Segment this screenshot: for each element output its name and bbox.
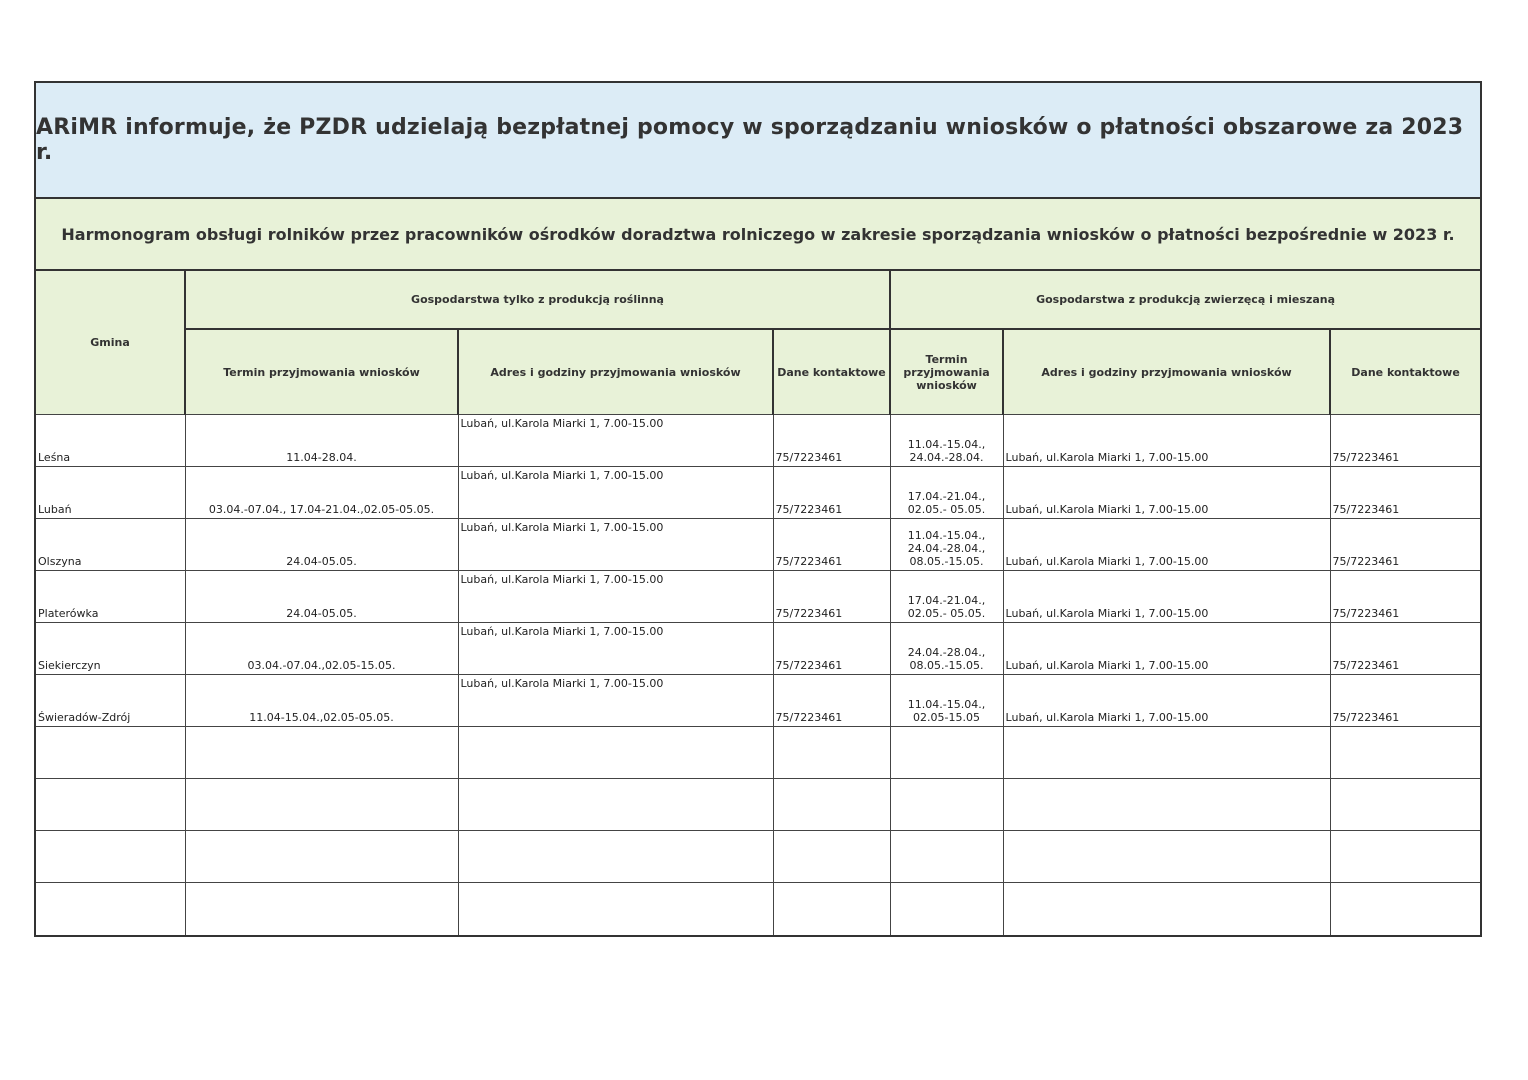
cell-kontakt-plant: 75/7223461: [773, 623, 890, 675]
cell-adres-plant: Lubań, ul.Karola Miarki 1, 7.00-15.00: [458, 467, 773, 519]
header-group-animal: Gospodarstwa z produkcją zwierzęcą i mieszaną: [890, 271, 1480, 329]
cell-kontakt-animal: 75/7223461: [1330, 415, 1480, 467]
cell-kontakt-animal: 75/7223461: [1330, 675, 1480, 727]
cell-termin-plant: 11.04-28.04.: [185, 415, 458, 467]
table-row: [36, 623, 1480, 675]
cell-termin-animal: 17.04.-21.04., 02.05.- 05.05.: [890, 571, 1003, 623]
page-subtitle: Harmonogram obsługi rolników przez pracowników ośrodków doradztwa rolniczego w zakresie sporządzania wniosków o płatności bezpośrednie w 2023 r.: [61, 224, 1455, 244]
cell-adres-plant: Lubań, ul.Karola Miarki 1, 7.00-15.00: [458, 571, 773, 623]
schedule-sheet: [34, 81, 1482, 937]
cell-adres-animal: Lubań, ul.Karola Miarki 1, 7.00-15.00: [1003, 623, 1330, 675]
cell-gmina: Siekierczyn: [36, 623, 185, 675]
cell-adres-animal: Lubań, ul.Karola Miarki 1, 7.00-15.00: [1003, 571, 1330, 623]
cell-termin-animal: 11.04.-15.04., 24.04.-28.04., 08.05.-15.05.: [890, 519, 1003, 571]
cell-gmina: Lubań: [36, 467, 185, 519]
cell-gmina: Platerówka: [36, 571, 185, 623]
cell-adres-plant: Lubań, ul.Karola Miarki 1, 7.00-15.00: [458, 415, 773, 467]
header-kontakt-plant: Dane kontaktowe: [773, 329, 890, 415]
empty-row: [36, 779, 1480, 831]
cell-kontakt-plant: 75/7223461: [773, 415, 890, 467]
cell-adres-animal: Lubań, ul.Karola Miarki 1, 7.00-15.00: [1003, 467, 1330, 519]
table-row: [36, 415, 1480, 467]
table-row: [36, 675, 1480, 727]
page-title: ARiMR informuje, że PZDR udzielają bezpłatnej pomocy w sporządzaniu wniosków o płatności obszarowe za 2023 r.: [36, 115, 1464, 165]
cell-termin-plant: 11.04-15.04.,02.05-05.05.: [185, 675, 458, 727]
title-band: [36, 83, 1480, 199]
table-row: [36, 571, 1480, 623]
table-row: [36, 519, 1480, 571]
cell-termin-plant: 24.04-05.05.: [185, 571, 458, 623]
cell-termin-plant: 24.04-05.05.: [185, 519, 458, 571]
cell-adres-plant: Lubań, ul.Karola Miarki 1, 7.00-15.00: [458, 623, 773, 675]
cell-kontakt-animal: 75/7223461: [1330, 467, 1480, 519]
cell-gmina: Leśna: [36, 415, 185, 467]
table-row: [36, 467, 1480, 519]
cell-kontakt-plant: 75/7223461: [773, 467, 890, 519]
table-header: [36, 271, 1480, 415]
cell-termin-animal: 11.04.-15.04., 02.05-15.05: [890, 675, 1003, 727]
cell-adres-animal: Lubań, ul.Karola Miarki 1, 7.00-15.00: [1003, 675, 1330, 727]
header-kontakt-animal: Dane kontaktowe: [1330, 329, 1480, 415]
header-termin-animal: Termin przyjmowania wniosków: [890, 329, 1003, 415]
cell-termin-animal: 11.04.-15.04., 24.04.-28.04.: [890, 415, 1003, 467]
table-body: [36, 415, 1480, 935]
header-gmina: Gmina: [36, 271, 185, 415]
cell-adres-plant: Lubań, ul.Karola Miarki 1, 7.00-15.00: [458, 675, 773, 727]
header-group-plant: Gospodarstwa tylko z produkcją roślinną: [185, 271, 890, 329]
header-termin-plant: Termin przyjmowania wniosków: [185, 329, 458, 415]
cell-gmina: Świeradów-Zdrój: [36, 675, 185, 727]
cell-kontakt-animal: 75/7223461: [1330, 571, 1480, 623]
cell-gmina: Olszyna: [36, 519, 185, 571]
subtitle-band: [36, 199, 1480, 271]
cell-kontakt-animal: 75/7223461: [1330, 519, 1480, 571]
cell-adres-plant: Lubań, ul.Karola Miarki 1, 7.00-15.00: [458, 519, 773, 571]
schedule-table: [36, 271, 1480, 935]
cell-kontakt-plant: 75/7223461: [773, 571, 890, 623]
header-adres-animal: Adres i godziny przyjmowania wniosków: [1003, 329, 1330, 415]
cell-termin-animal: 24.04.-28.04., 08.05.-15.05.: [890, 623, 1003, 675]
cell-kontakt-plant: 75/7223461: [773, 519, 890, 571]
cell-adres-animal: Lubań, ul.Karola Miarki 1, 7.00-15.00: [1003, 415, 1330, 467]
cell-termin-animal: 17.04.-21.04., 02.05.- 05.05.: [890, 467, 1003, 519]
cell-termin-plant: 03.04.-07.04.,02.05-15.05.: [185, 623, 458, 675]
cell-termin-plant: 03.04.-07.04., 17.04-21.04.,02.05-05.05.: [185, 467, 458, 519]
empty-row: [36, 883, 1480, 935]
cell-kontakt-animal: 75/7223461: [1330, 623, 1480, 675]
cell-adres-animal: Lubań, ul.Karola Miarki 1, 7.00-15.00: [1003, 519, 1330, 571]
header-adres-plant: Adres i godziny przyjmowania wniosków: [458, 329, 773, 415]
cell-kontakt-plant: 75/7223461: [773, 675, 890, 727]
empty-row: [36, 831, 1480, 883]
empty-row: [36, 727, 1480, 779]
